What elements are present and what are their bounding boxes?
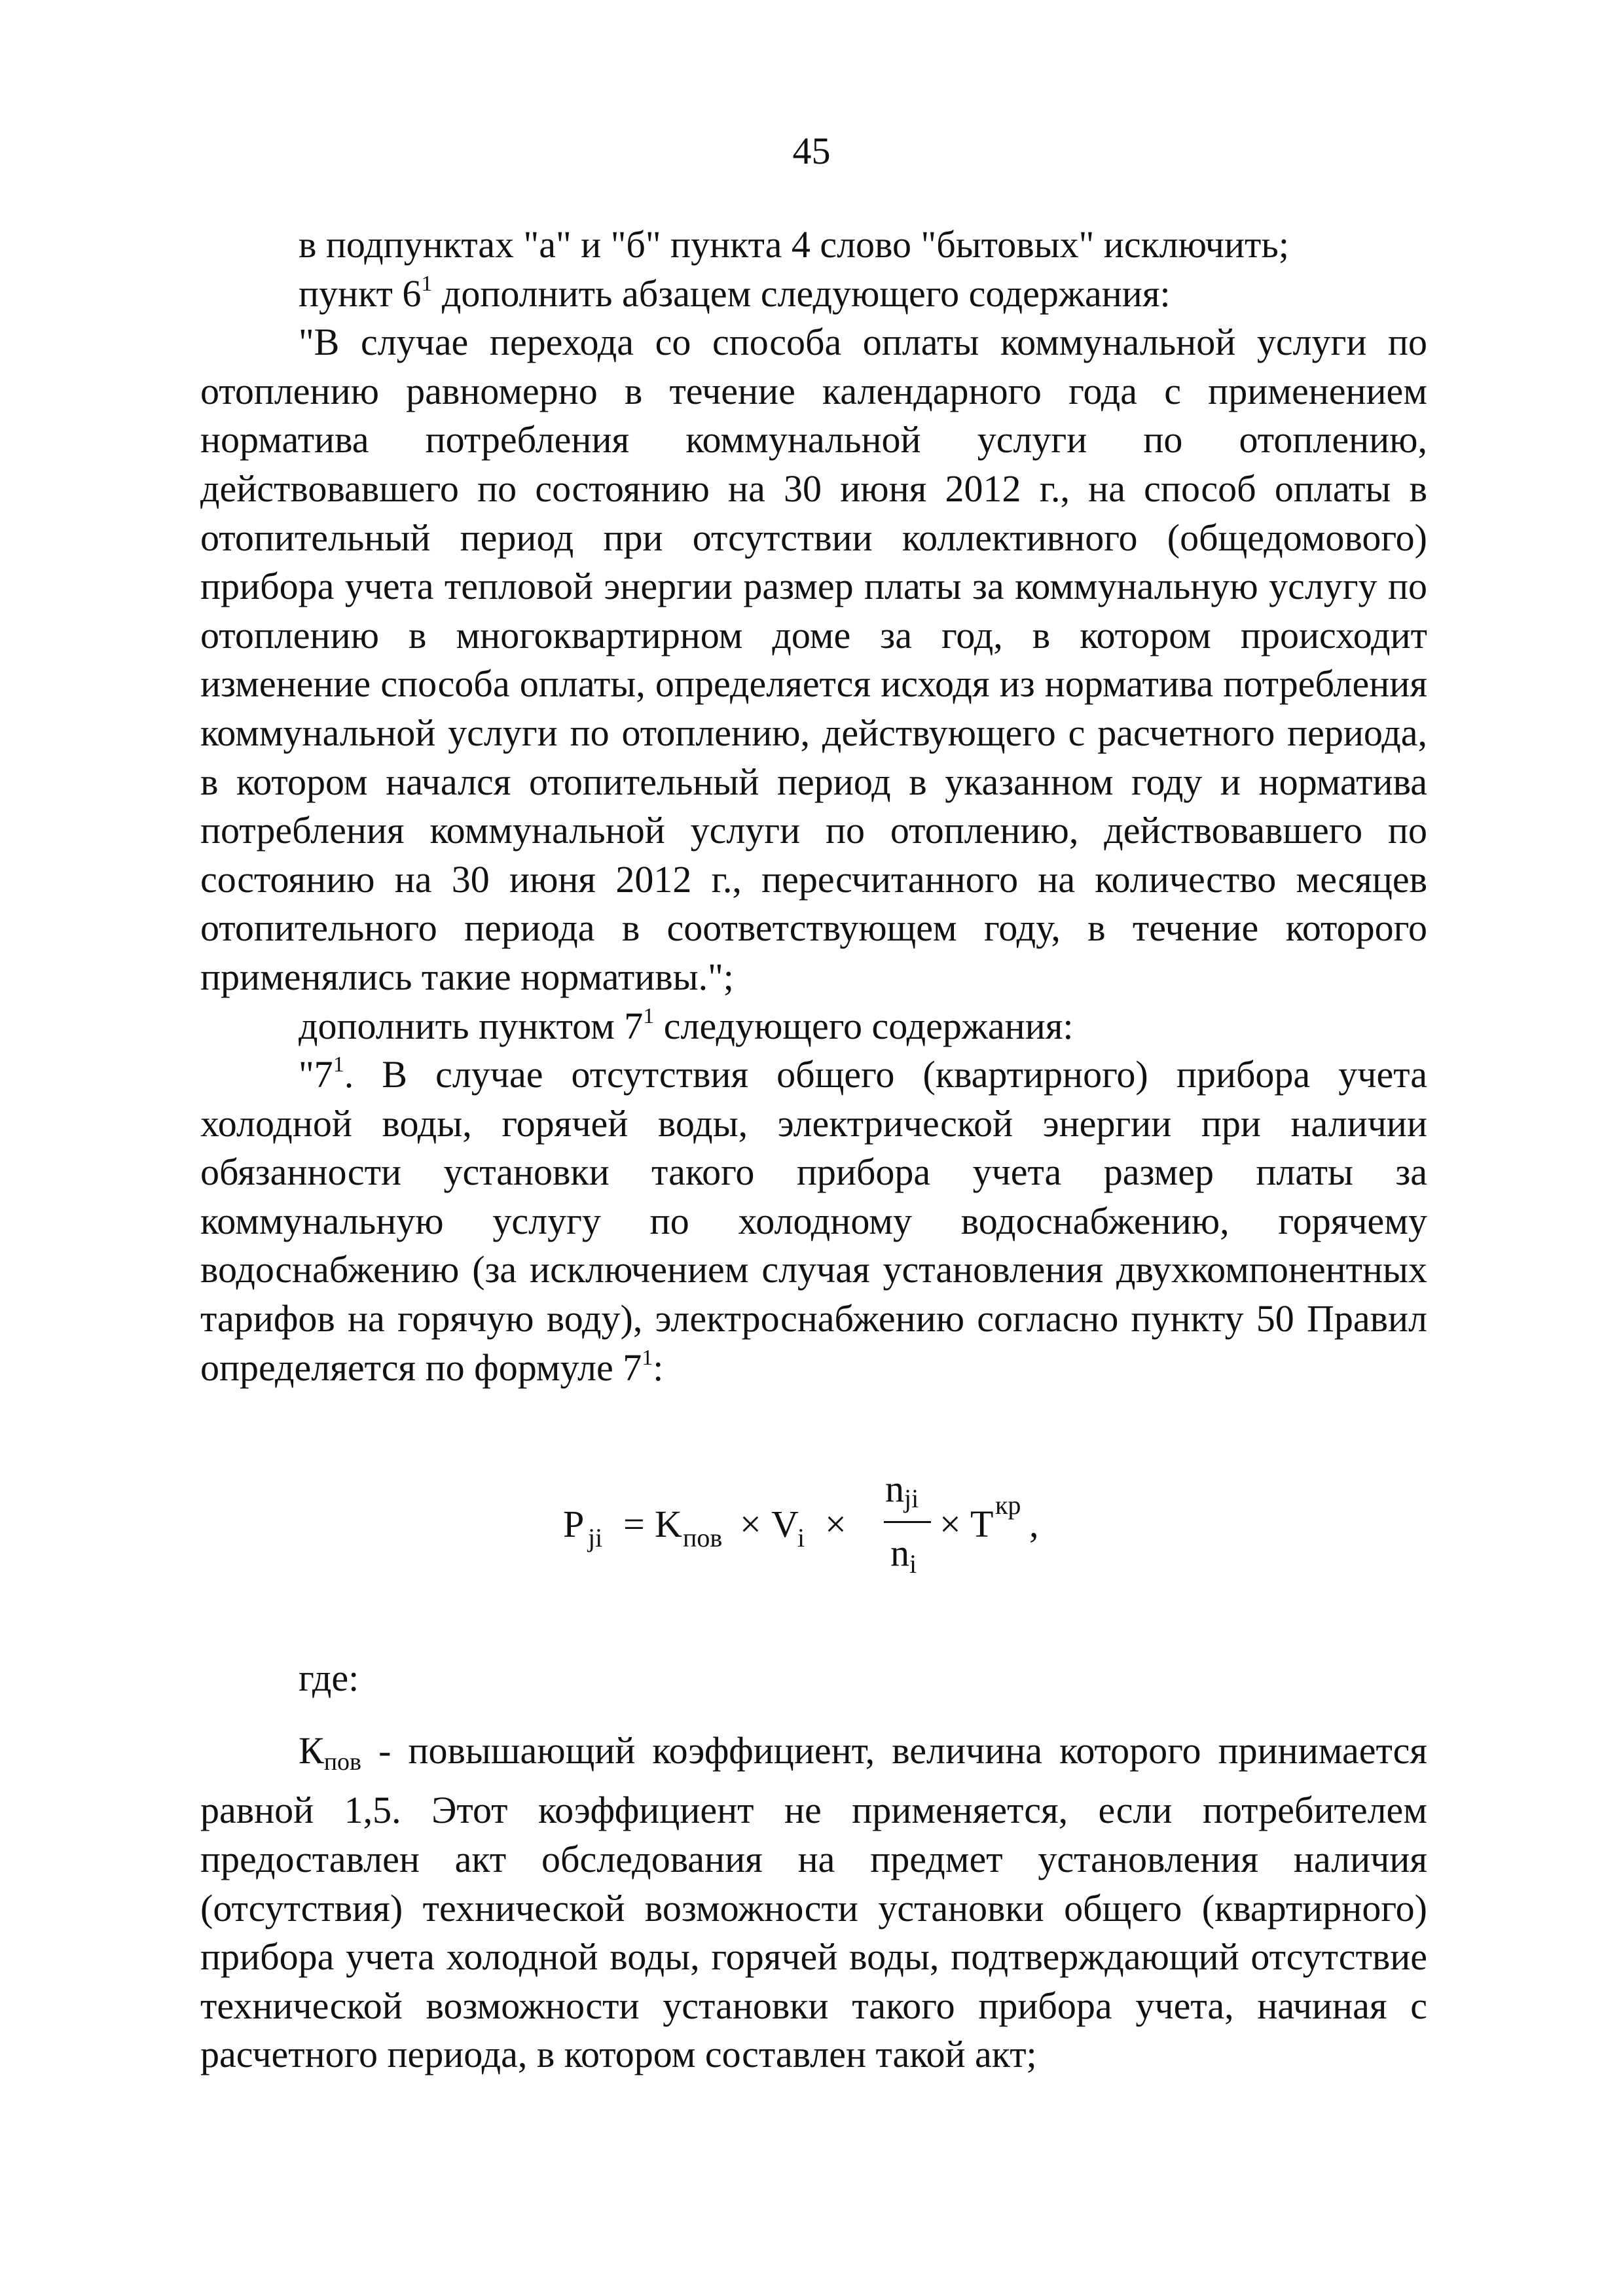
formula-numerator-subscript: ji <box>904 1484 919 1513</box>
formula-t: T <box>970 1503 994 1545</box>
paragraph-text: в подпунктах "а" и "б" пункта 4 слово "бытовых" исключить; <box>299 223 1289 266</box>
formula-v: V <box>771 1503 799 1545</box>
formula-denominator-subscript: i <box>909 1549 917 1579</box>
page-number: 45 <box>792 130 831 172</box>
paragraph-k-definition <box>200 1727 1427 2079</box>
paragraph-text: где: <box>299 1657 359 1700</box>
k-symbol: К <box>299 1729 324 1772</box>
formula-p-subscript: ji <box>588 1523 603 1552</box>
formula-denominator: n <box>890 1532 909 1574</box>
k-subscript: пов <box>323 1748 361 1776</box>
paragraph-amend-subpoints <box>200 221 1427 270</box>
formula-7-1 <box>563 1466 1074 1597</box>
paragraph-text: - повышающий коэффициент, величина которого принимается равной 1,5. Этот коэффициент не применяется, если потребителем предоставлен акт обследования на предмет установления наличия (отсутствия) технической возможности установки общего (квартирного) прибора учета холодной воды, горячей воды, подтверждающий отсутствие технической возможности установки такого прибора учета, начиная с расчетного периода, в котором составлен такой акт; <box>200 1729 1427 2076</box>
paragraph-text: . В случае отсутствия общего (квартирного) прибора учета холодной воды, горячей воды, электрической энергии при наличии обязанности установки такого прибора учета размер платы за коммунальную услугу по холодному водоснабжению, горячему водоснабжению (за исключением случая установления двухкомпонентных тарифов на горячую воду), электроснабжению согласно пункту 50 Правил определяется по формуле 7 <box>200 1053 1427 1389</box>
paragraph-text: "В случае перехода со способа оплаты коммунальной услуги по отоплению равномерно в течение календарного года с применением норматива потребления коммунальной услуги по отоплению, действовавшего по состоянию на 30 июня 2012 г., на способ оплаты в отопительный период при отсутствии коллективного (общедомового) прибора учета тепловой энергии размер платы за коммунальную услугу по отоплению в многоквартирном доме за год, в котором происходит изменение способа оплаты, определяется исходя из норматива потребления коммунальной услуги по отоплению, действующего с расчетного периода, в котором начался отопительный период в указанном году и норматива потребления коммунальной услуги по отоплению, действовавшего по состоянию на 30 июня 2012 г., пересчитанного на количество месяцев отопительного периода в соответствующем году, в течение которого применялись такие нормативы."; <box>200 321 1427 998</box>
superscript: 1 <box>333 1052 344 1077</box>
paragraph-text: дополнить пунктом 7 <box>299 1004 644 1047</box>
formula-t-superscript: кр <box>995 1490 1021 1520</box>
body-text <box>200 221 1427 2079</box>
formula-times-3: × <box>939 1503 961 1545</box>
paragraph-heating-payment <box>200 318 1427 1001</box>
paragraph-where <box>200 1654 1427 1703</box>
formula-equals: = <box>623 1503 645 1545</box>
paragraph-text: пункт 6 <box>299 272 422 315</box>
superscript: 1 <box>643 1003 655 1028</box>
fraction-line <box>884 1521 931 1523</box>
paragraph-text: "7 <box>299 1053 333 1096</box>
paragraph-add-point-7-1 <box>200 1002 1427 1051</box>
formula-v-subscript: i <box>797 1523 805 1552</box>
superscript: 1 <box>421 271 433 296</box>
formula-k-subscript: пов <box>683 1523 723 1552</box>
formula-times-2: × <box>825 1503 847 1545</box>
formula-numerator: n <box>885 1467 904 1510</box>
paragraph-point-6-1 <box>200 270 1427 319</box>
superscript: 1 <box>642 1345 653 1370</box>
paragraph-text: следующего содержания: <box>654 1004 1074 1047</box>
formula-times-1: × <box>740 1503 761 1545</box>
formula-k: K <box>655 1503 682 1545</box>
formula-comma: , <box>1029 1503 1039 1545</box>
paragraph-text: : <box>653 1346 664 1389</box>
paragraph-text: дополнить абзацем следующего содержания: <box>432 272 1171 315</box>
formula-p: P <box>563 1503 585 1545</box>
paragraph-point-7-1-text <box>200 1050 1427 1392</box>
